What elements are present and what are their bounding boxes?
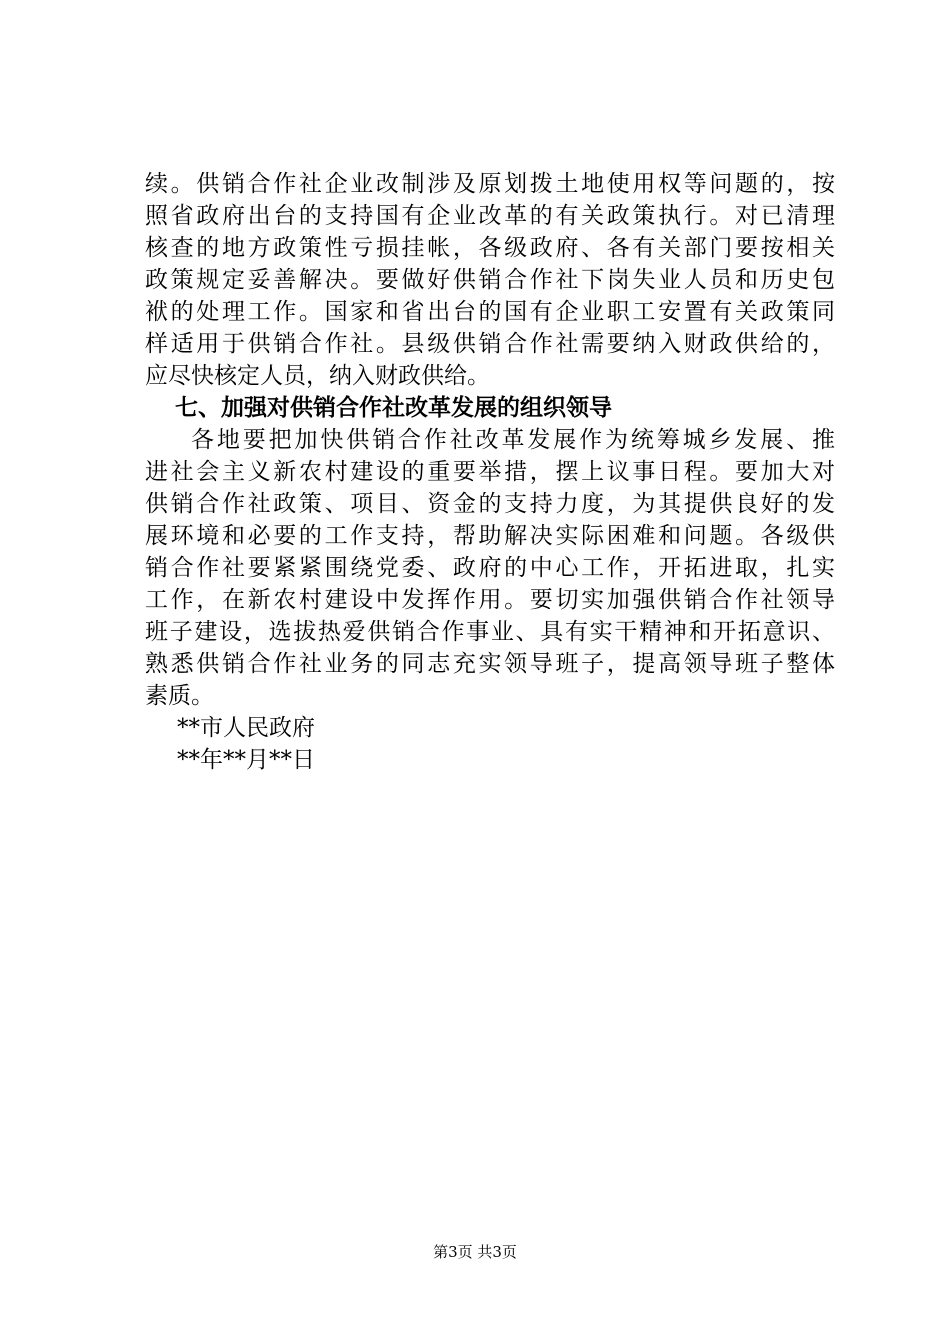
document-body (145, 168, 835, 776)
section-heading-7: 七、加强对供销合作社改革发展的组织领导 (175, 395, 612, 421)
text-line: 照省政府出台的支持国有企业改革的有关政策执行。对已清理 (145, 203, 835, 229)
signature-date: **年**月**日 (177, 747, 315, 773)
text-line: 核查的地方政策性亏损挂帐，各级政府、各有关部门要按相关 (145, 235, 835, 261)
text-line: 政策规定妥善解决。要做好供销合作社下岗失业人员和历史包 (145, 267, 835, 293)
text-line: 各地要把加快供销合作社改革发展作为统筹城乡发展、推 (191, 427, 835, 453)
text-line: 样适用于供销合作社。县级供销合作社需要纳入财政供给的， (145, 331, 835, 357)
text-line: 展环境和必要的工作支持，帮助解决实际困难和问题。各级供 (145, 523, 835, 549)
text-line: 工作，在新农村建设中发挥作用。要切实加强供销合作社领导 (145, 587, 835, 613)
text-line: 班子建设，选拔热爱供销合作事业、具有实干精神和开拓意识、 (145, 619, 835, 645)
paragraph-section-6-continued (145, 168, 835, 392)
text-line: 供销合作社政策、项目、资金的支持力度，为其提供良好的发 (145, 491, 835, 517)
text-line: 袱的处理工作。国家和省出台的国有企业职工安置有关政策同 (145, 299, 835, 325)
text-line: 素质。 (145, 683, 214, 709)
text-line: 续。供销合作社企业改制涉及原划拨土地使用权等问题的，按 (145, 171, 835, 197)
text-line: 应尽快核定人员，纳入财政供给。 (145, 363, 490, 389)
page-footer (0, 1242, 950, 1262)
text-line: 进社会主义新农村建设的重要举措，摆上议事日程。要加大对 (145, 459, 835, 485)
text-line: 熟悉供销合作社业务的同志充实领导班子，提高领导班子整体 (145, 651, 835, 677)
text-line: 销合作社要紧紧围绕党委、政府的中心工作，开拓进取，扎实 (145, 555, 835, 581)
signature-organization: **市人民政府 (177, 715, 315, 741)
paragraph-section-7 (145, 424, 835, 712)
page-number-label: 第3页 共3页 (433, 1243, 517, 1261)
